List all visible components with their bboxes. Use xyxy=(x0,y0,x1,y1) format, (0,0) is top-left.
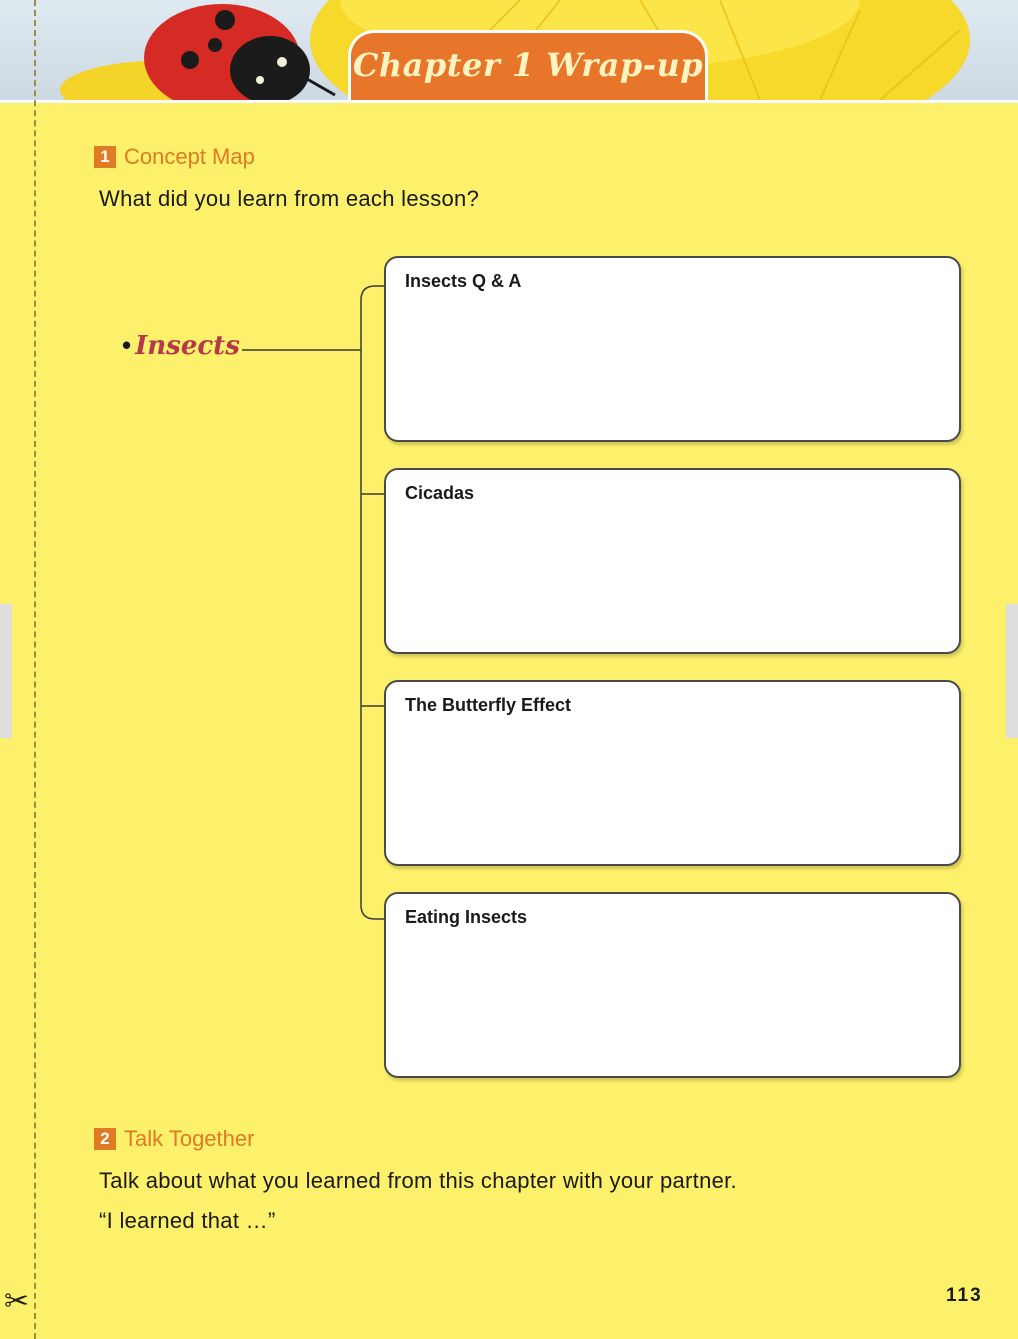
talk-together-heading xyxy=(94,1126,254,1152)
lesson-title: Eating Insects xyxy=(405,907,528,927)
lesson-box-eating-insects[interactable] xyxy=(384,892,961,1078)
lesson-box-butterfly-effect[interactable] xyxy=(384,680,961,866)
section-label: Concept Map xyxy=(124,144,255,169)
lesson-title: The Butterfly Effect xyxy=(405,695,572,715)
talk-together-prompt: Talk about what you learned from this chapter with your partner. xyxy=(99,1168,737,1193)
lesson-box-cicadas[interactable] xyxy=(384,468,961,654)
lesson-title: Insects Q & A xyxy=(405,271,522,291)
concept-map-prompt: What did you learn from each lesson? xyxy=(99,186,480,211)
section-number-badge: 1 xyxy=(94,146,116,168)
chapter-title: Chapter 1 Wrap-up xyxy=(352,45,704,84)
scissors-icon: ✂ xyxy=(4,1284,30,1319)
sentence-starter: “I learned that …” xyxy=(99,1208,276,1233)
page-number: 113 xyxy=(946,1285,983,1306)
section-number-badge: 2 xyxy=(94,1128,116,1150)
section-label: Talk Together xyxy=(124,1126,255,1151)
lesson-title: Cicadas xyxy=(405,483,475,503)
lesson-box-insects-q-a[interactable] xyxy=(384,256,961,442)
bullet-icon: • xyxy=(122,330,132,360)
topic-text: Insects xyxy=(135,331,240,361)
